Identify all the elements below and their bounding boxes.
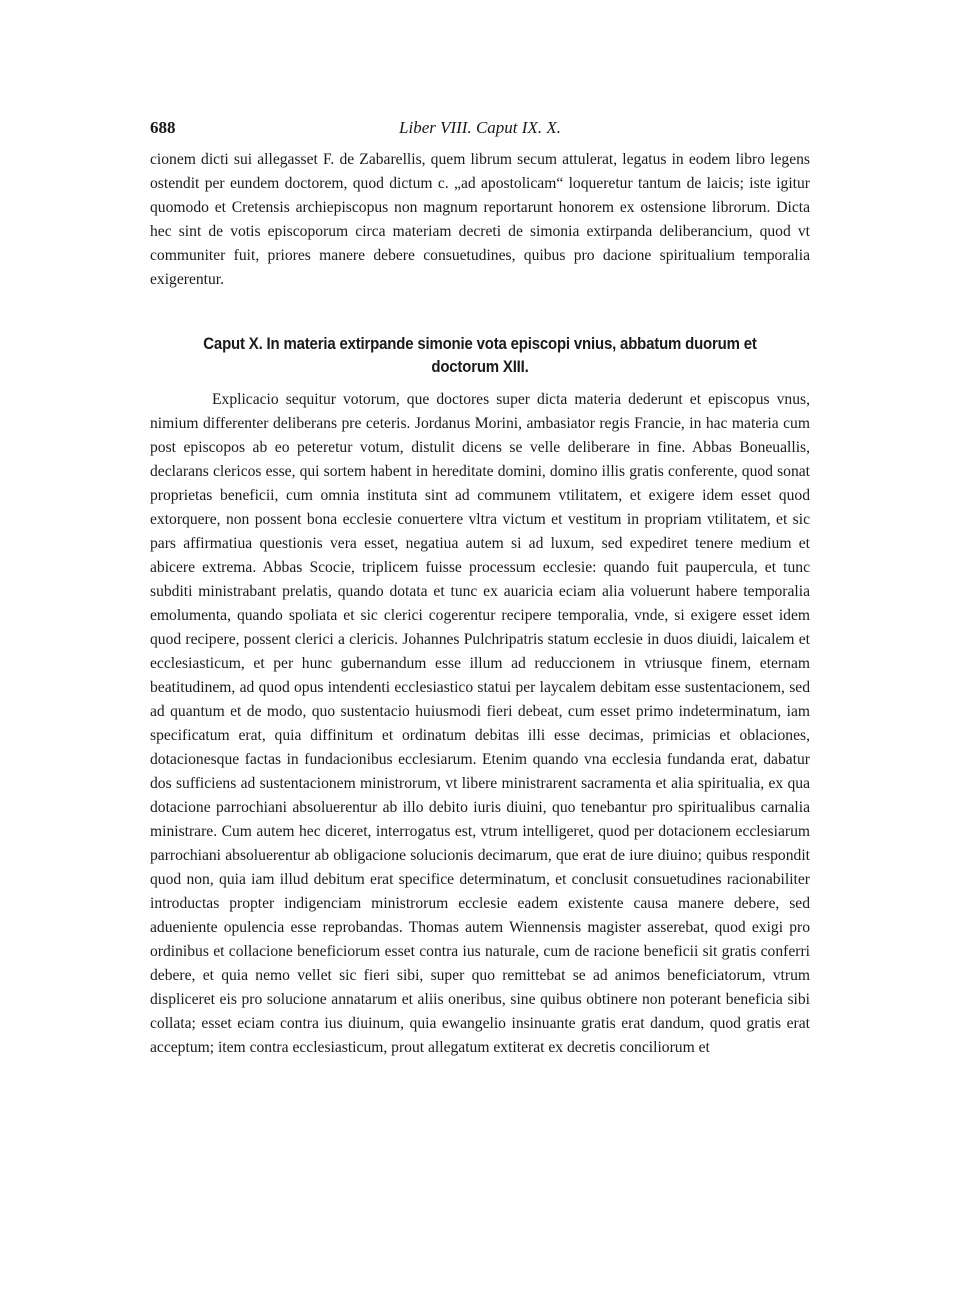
- chapter-heading: Caput X. In materia extirpande simonie vota episcopi vnius, abbatum duorum et doctorum XIII.: [203, 334, 757, 376]
- book-page: [150, 118, 810, 1060]
- chapter-paragraph: Explicacio sequitur votorum, que doctores super dicta materia dederunt et episcopus vnus, nimium differenter deliberans pre ceteris. Jordanus Morini, ambasiator regis Francie, in hac materia cum post episcopos ab eo peteretur votum, distulit dicens se velle deliberare in fine. Abbas Boneuallis, declarans clericos esse, qui sortem habent in hereditate domini, domino illis gratis conferente, quod sonat proprietas beneficii, cum omnia instituta sint ad communem vtilitatem, et exigere idem esset quod extorquere, non possent bona ecclesie conuertere vltra victum et vestitum in propriam vtilitatem, et sic pars affirmatiua questionis vera esset, negatiua autem si ad luxum, sed expediret tenere medium et abicere extrema. Abbas Scocie, triplicem fuisse processum ecclesie: quando fuit paupercula, et tunc subditi ministrabant prelatis, quando dotata et tunc ex auaricia eciam alia voluerunt habere temporalia emolumenta, quando spoliata et sic clerici cogerentur recipere temporalia, vnde, si exigere esset idem quod recipere, possent clerici a clericis. Johannes Pulchripatris statum ecclesie in duos diuidi, laicalem et ecclesiasticum, et per hunc gubernandum esse illum ad reduccionem in vtriusque finem, eternam beatitudinem, ad quod opus intendenti ecclesiastico statui per laycalem debitam esse sustentacionem, sed ad quantum et de modo, quo sustentacio huiusmodi fieri debeat, cum esset primo indeterminatum, iam specificatum erat, quia diffinitum et ordinatum debitas illi esse decimas, primicias et oblaciones, dotacionesque factas in fundacionibus ecclesiarum. Etenim quando vna ecclesia fundanda erat, dabatur dos sufficiens ad sustentacionem ministrorum, vt libere ministrarent sacramenta et alia spiritualia, ex qua dotacione parrochiani absoluerentur ab illo debito iuris diuini, quo tenebantur pro spiritualibus carnalia ministrare. Cum autem hec diceret, interrogatus est, vtrum intelligeret, quod per dotacionem ecclesiarum parrochiani absoluerentur ab obligacione solucionis decimarum, que erat de iure diuino; quibus respondit quod non, quia iam illud debitum erat specifice determinatum, et conclusit consuetudines racionabiliter introductas propter indigenciam ministrorum ecclesie eadem existente causa manere debere, sed adueniente opulencia esse reprobandas. Thomas autem Wiennensis magister asserebat, quod exigi pro ordinibus et collacione beneficiorum esset contra ius naturale, cum de racione beneficii sit gratis conferri debere, et quia nemo vellet sic fieri sibi, super quo remittebat se ad animos beneficiatorum, vtrum displiceret eis pro solucione annatarum et aliis oneribus, sine quibus obtinere non poterant beneficia sibi collata; esset eciam contra ius diuinum, quia ewangelio insinuante gratis erat dandum, quod gratis erat acceptum; item contra ecclesiasticum, prout allegatum extiterat ex decretis conciliorum et: [150, 391, 810, 1056]
- page-number: 688: [150, 118, 176, 137]
- continuation-paragraph: cionem dicti sui allegasset F. de Zabarellis, quem librum secum attulerat, legatus in eodem libro legens ostendit per eundem doctorem, quod dictum c. „ad apostolicam“ loqueretur tantum de laicis; iste igitur quomodo et Cretensis archiepiscopus non magnum reportarunt honorem ex ostensione librorum. Dicta hec sint de votis episcoporum circa materiam decreti de simonia extirpanda deliberancium, quod vt communiter fuit, priores manere debere consuetudines, quibus pro dacione spiritualium temporalia exigerentur.: [150, 151, 810, 288]
- running-title: Liber VIII. Caput IX. X.: [399, 118, 561, 137]
- running-head: [150, 118, 810, 146]
